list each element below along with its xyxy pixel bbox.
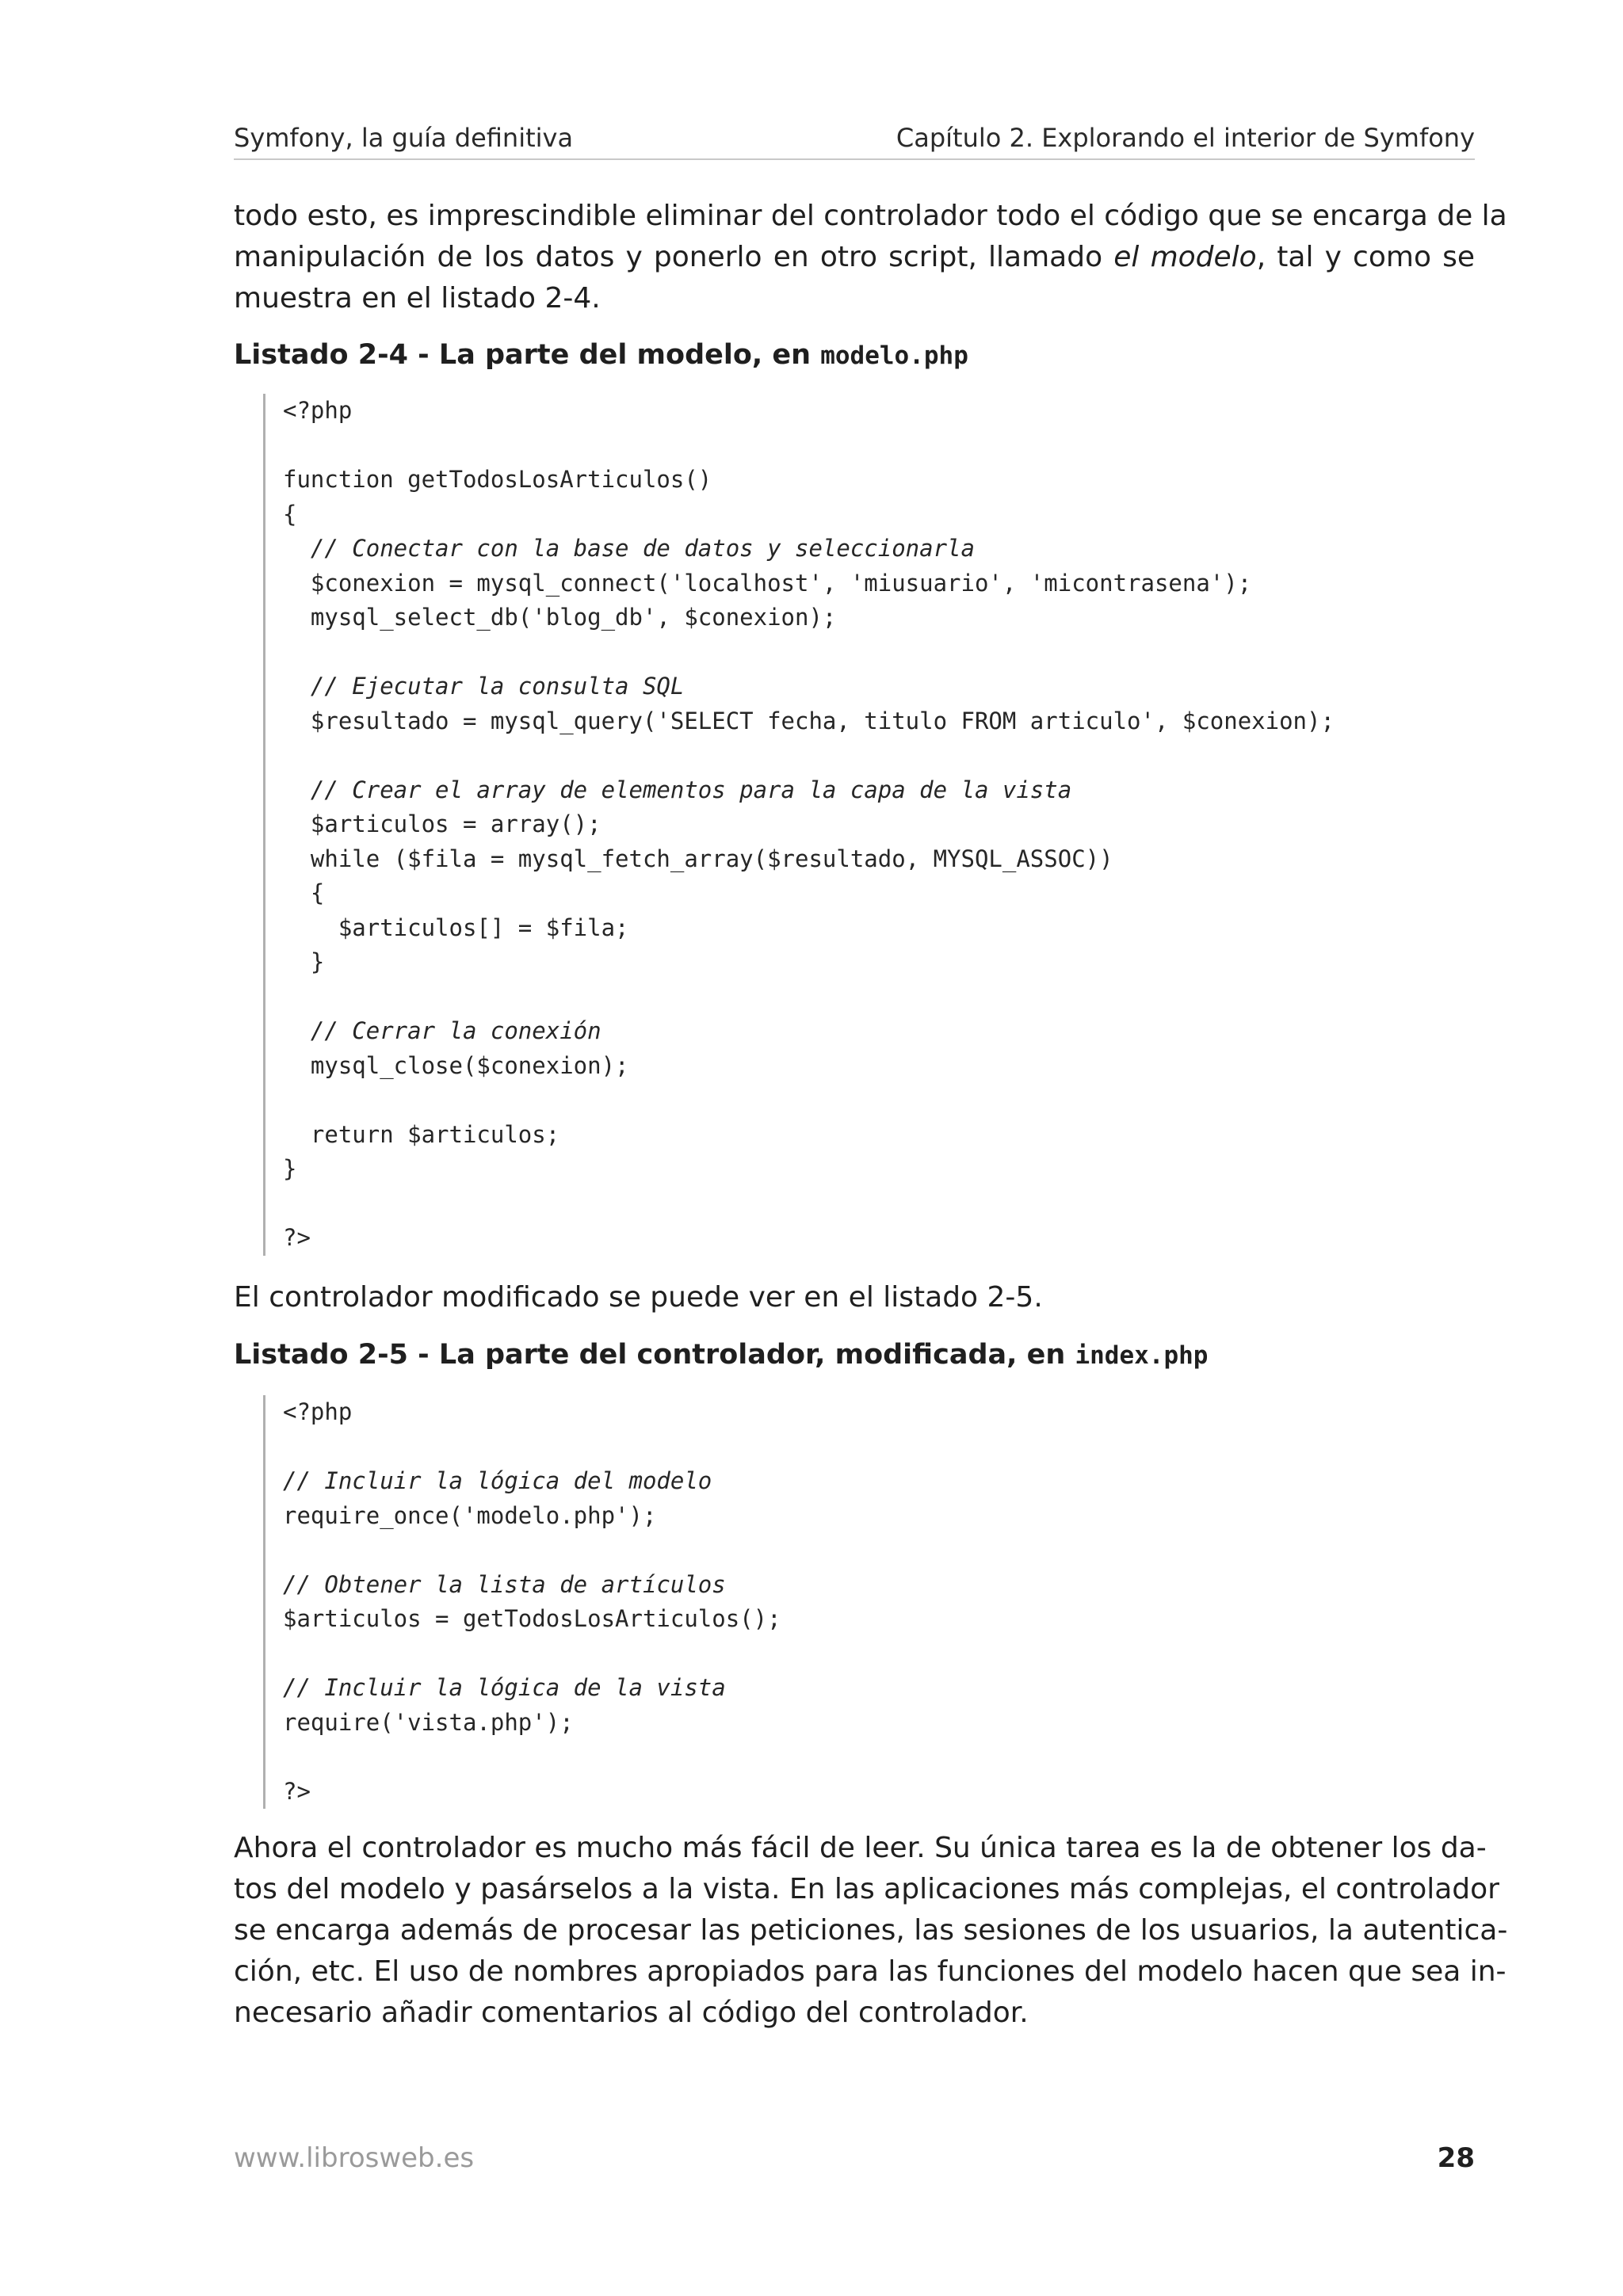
code-line (283, 1533, 1475, 1568)
code-line (283, 980, 1475, 1015)
code-line (283, 1637, 1475, 1672)
listing-2-4-code (263, 394, 1475, 1256)
intro-line-2-after: , tal y como se (1256, 241, 1476, 273)
code-line (283, 1740, 1475, 1775)
listing-2-5-title-text: Listado 2-5 - La parte del controlador, modificada, en (234, 1339, 1075, 1371)
listing-2-5-code (263, 1395, 1475, 1809)
code-line: mysql_close($conexion); (283, 1051, 629, 1079)
code-comment-line: // Incluir la lógica de la vista (283, 1674, 726, 1701)
code-line: function getTodosLosArticulos() (283, 466, 712, 493)
chapter-title: Capítulo 2. Explorando el interior de Symfony (896, 123, 1475, 153)
page-header (234, 117, 1475, 160)
final-paragraph (234, 1828, 1508, 2034)
code-line: ?> (283, 1224, 311, 1251)
code-line: require('vista.php'); (283, 1708, 574, 1736)
code-line: <?php (283, 397, 353, 424)
listing-2-5-title (234, 1334, 1208, 1376)
code-line: $articulos = array(); (283, 810, 601, 837)
code-comment-line: // Incluir la lógica del modelo (283, 1467, 712, 1494)
code-line (283, 1430, 1475, 1465)
code-line: } (283, 948, 325, 975)
code-line: $resultado = mysql_query('SELECT fecha, titulo FROM articulo', $conexion); (283, 707, 1335, 734)
intro-line-2-before: manipulación de los datos y ponerlo en otro script, llamado (234, 241, 1114, 273)
intro-paragraph (234, 196, 1507, 319)
code-comment-line: // Conectar con la base de datos y seleccionarla (283, 535, 975, 562)
book-title: Symfony, la guía definitiva (234, 123, 574, 153)
code-line (283, 1187, 1475, 1222)
code-comment-line: // Obtener la lista de artículos (283, 1570, 726, 1598)
listing-2-4-title (234, 334, 968, 376)
final-line-5: necesario añadir comentarios al código del controlador. (234, 1997, 1029, 2029)
listing-2-4-title-text: Listado 2-4 - La parte del modelo, en (234, 339, 821, 371)
final-line-4: ción, etc. El uso de nombres apropiados para las funciones del modelo hacen que sea in- (234, 1955, 1507, 1988)
code-line: require_once('modelo.php'); (283, 1501, 657, 1529)
final-line-1: Ahora el controlador es mucho más fácil de leer. Su única tarea es la de obtener los da- (234, 1832, 1487, 1864)
middle-paragraph (234, 1277, 1475, 1318)
intro-line-2 (234, 237, 1475, 278)
code-line: <?php (283, 1398, 353, 1425)
intro-line-3: muestra en el listado 2-4. (234, 282, 601, 315)
code-line (283, 635, 1475, 670)
listing-2-5-filename: index.php (1075, 1341, 1209, 1370)
code-line: { (283, 879, 325, 906)
code-comment-line: // Crear el array de elementos para la capa de la vista (283, 776, 1072, 803)
code-line: { (283, 500, 297, 528)
page-number: 28 (1437, 2142, 1475, 2174)
code-line: $articulos[] = $fila; (283, 913, 629, 941)
intro-line-1: todo esto, es imprescindible eliminar del controlador todo el código que se encarga de la (234, 200, 1507, 232)
code-line: return $articulos; (283, 1120, 560, 1148)
code-line (283, 429, 1475, 463)
middle-paragraph-text: El controlador modificado se puede ver en el listado 2-5. (234, 1281, 1043, 1314)
final-line-2: tos del modelo y pasárselos a la vista. En las aplicaciones más complejas, el controlador (234, 1873, 1499, 1905)
code-line: $conexion = mysql_connect('localhost', 'miusuario', 'micontrasena'); (283, 569, 1252, 597)
final-line-3: se encarga además de procesar las peticiones, las sesiones de los usuarios, la autentica- (234, 1914, 1508, 1947)
code-comment-line: // Ejecutar la consulta SQL (283, 673, 685, 700)
code-line: $articulos = getTodosLosArticulos(); (283, 1605, 781, 1632)
code-line: } (283, 1155, 297, 1182)
code-line (283, 738, 1475, 773)
code-comment-line: // Cerrar la conexión (283, 1017, 601, 1044)
code-line: mysql_select_db('blog_db', $conexion); (283, 604, 837, 631)
footer-url: www.librosweb.es (234, 2142, 475, 2174)
code-line: while ($fila = mysql_fetch_array($resultado, MYSQL_ASSOC)) (283, 845, 1113, 872)
code-line (283, 1083, 1475, 1118)
code-line: ?> (283, 1777, 311, 1805)
listing-2-4-filename: modelo.php (820, 341, 968, 370)
intro-emphasis: el modelo (1113, 241, 1257, 273)
